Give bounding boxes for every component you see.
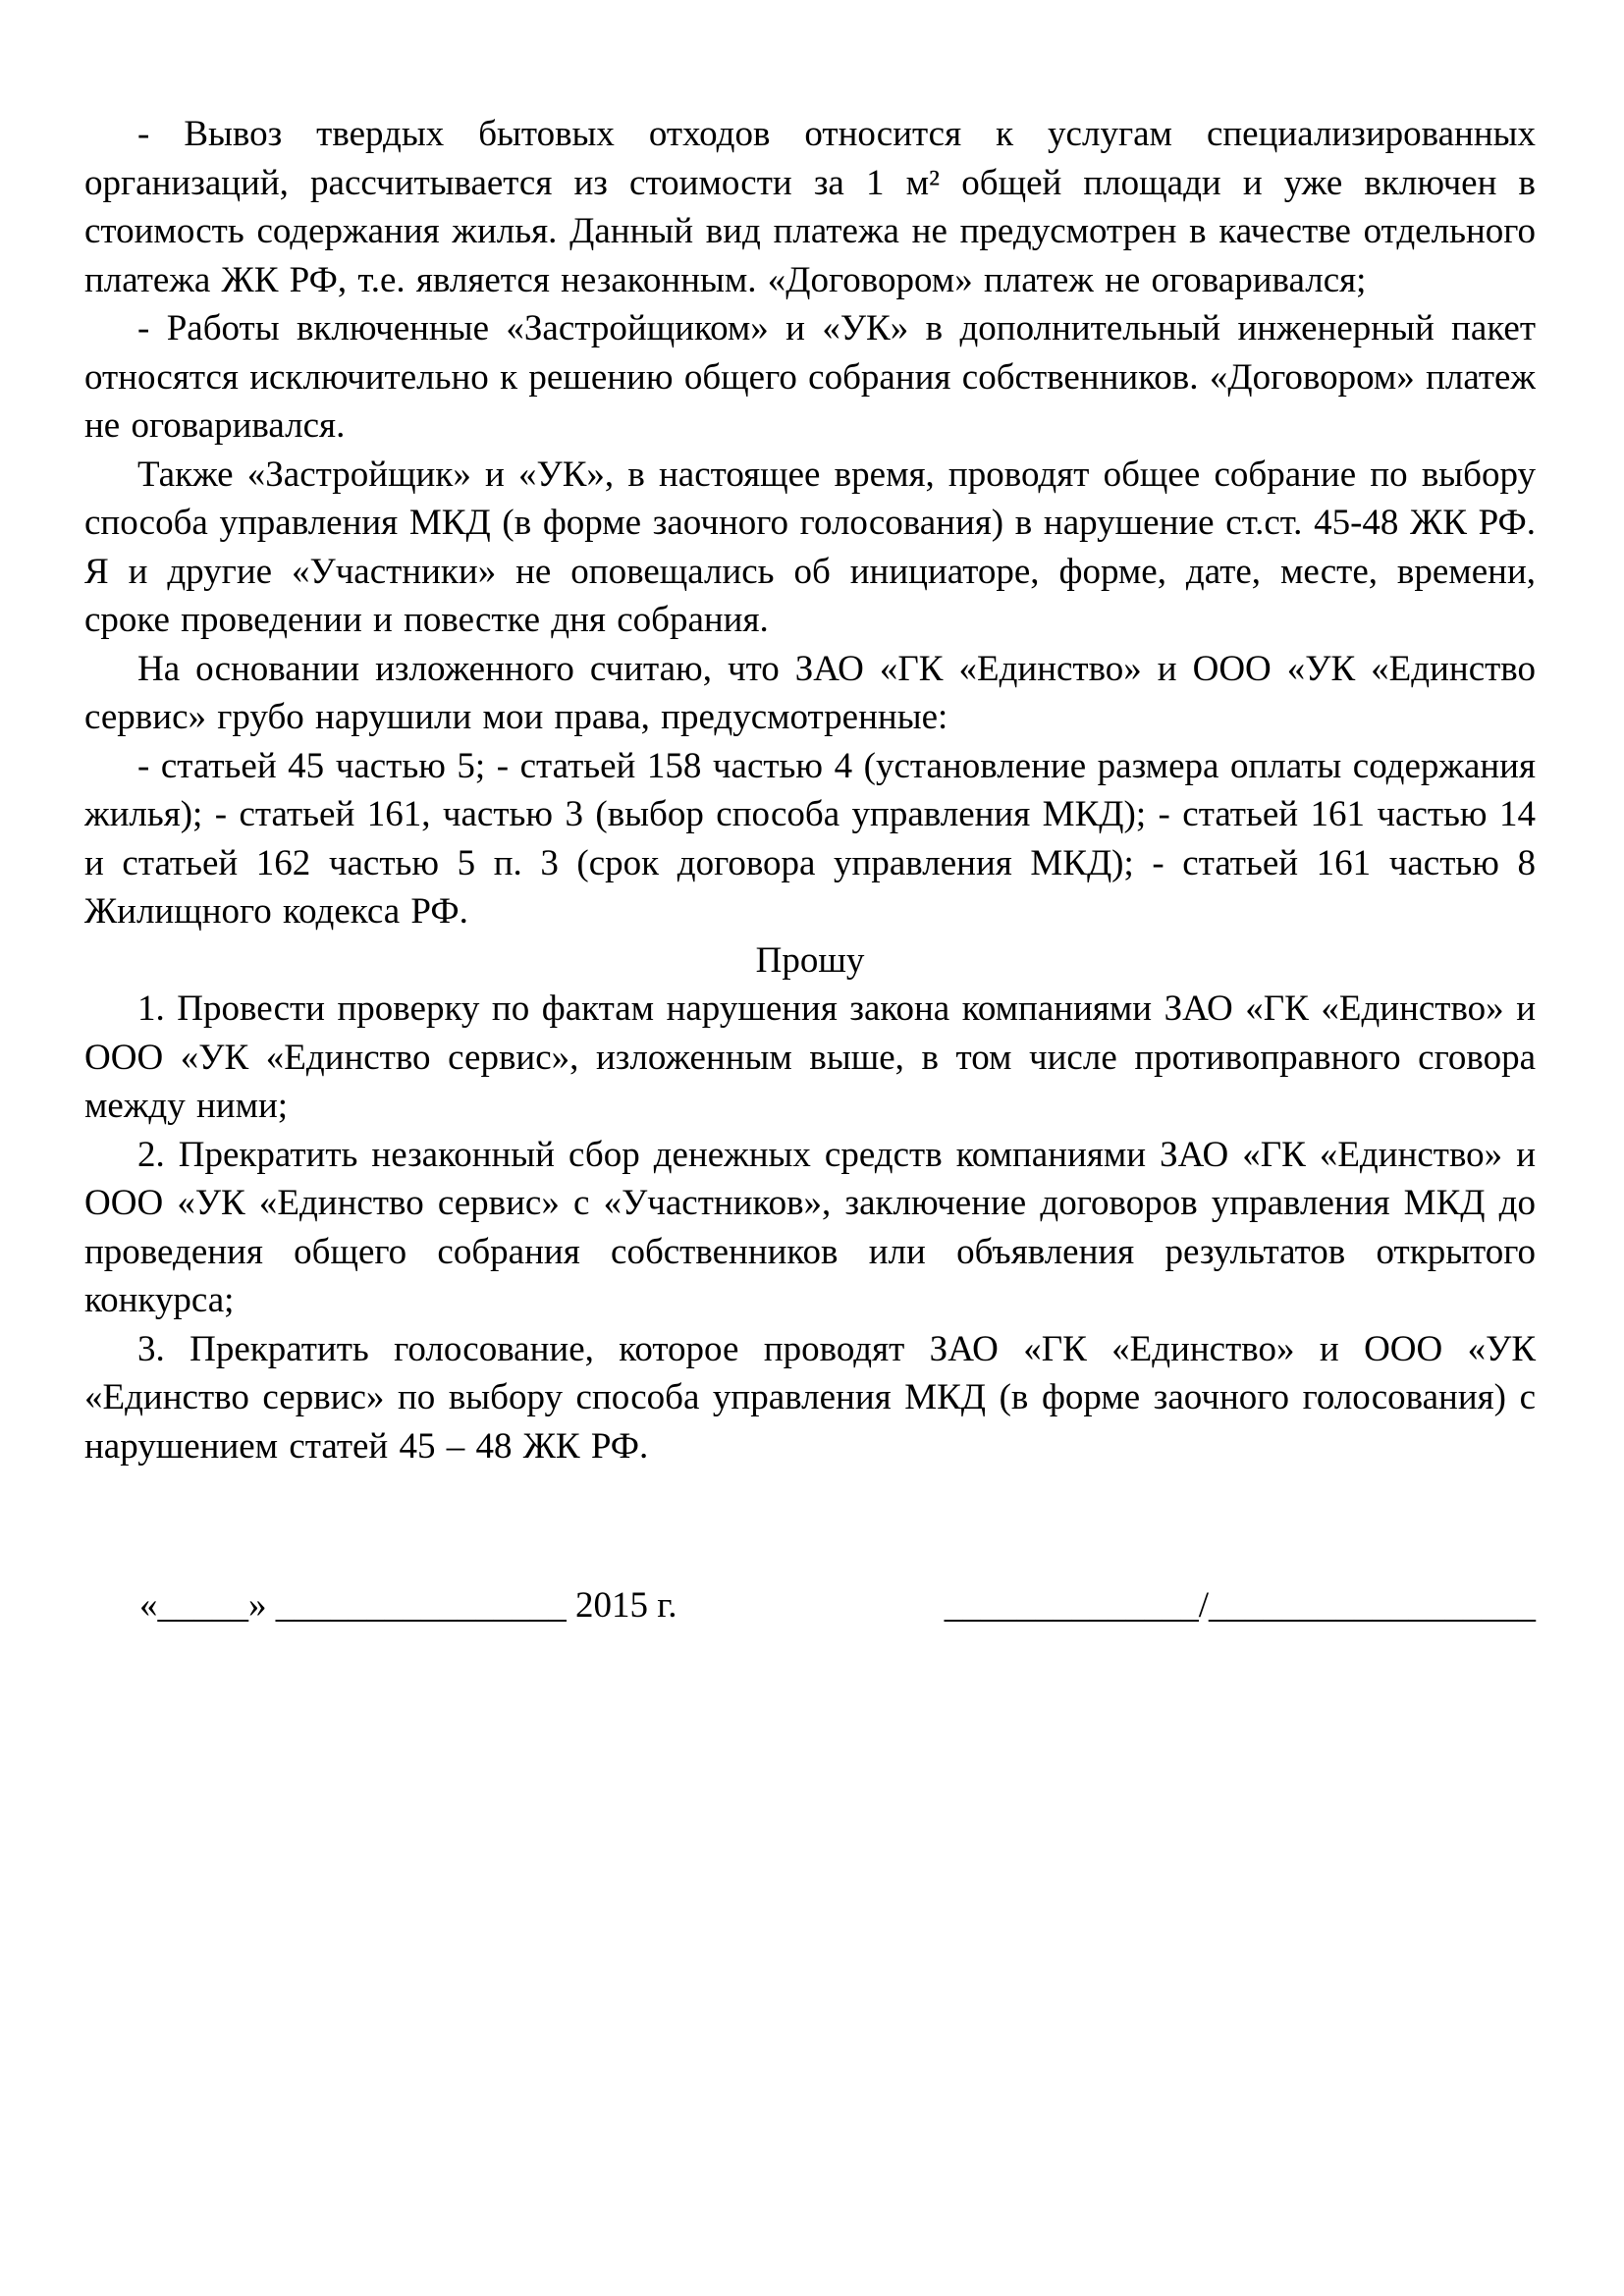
signature-date-blank: «_____» ________________ 2015 г. <box>139 1585 677 1626</box>
paragraph-rights-violated: На основании изложенного считаю, что ЗАО «ГК «Единство» и ООО «УК «Единство сервис» грубо нарушили мои права, предусмотренные: <box>84 648 1536 737</box>
paragraph-engineering-package: - Работы включенные «Застройщиком» и «УК» в дополнительный инженерный пакет относятся исключительно к решению общего собрания собственников. «Договором» платеж не оговаривался. <box>84 308 1536 446</box>
request-item-3: 3. Прекратить голосование, которое проводят ЗАО «ГК «Единство» и ООО «УК «Единство сервис» по выбору способа управления МКД (в форме заочного голосования) с нарушением статей 45 – 48 ЖК РФ. <box>84 1328 1536 1467</box>
paragraph-voting-violation: Также «Застройщик» и «УК», в настоящее время, проводят общее собрание по выбору способа управления МКД (в форме заочного голосования) в нарушение ст.ст. 45-48 ЖК РФ. Я и другие «Участники» не оповещались об инициаторе, форме, дате, месте, времени, сроке проведении и повестке дня собрания. <box>84 454 1536 640</box>
paragraph-waste-removal: - Вывоз твердых бытовых отходов относится к услугам специализированных организаций, рассчитывается из стоимости за 1 м² общей площади и уже включен в стоимость содержания жилья. Данный вид платежа не предусмотрен в качестве отдельного платежа ЖК РФ, т.е. является незаконным. «Договором» платеж не оговаривался; <box>84 114 1536 300</box>
signature-name-blank: ______________/__________________ <box>944 1585 1536 1626</box>
paragraph-cited-articles: - статьей 45 частью 5; - статьей 158 частью 4 (установление размера оплаты содержания жилья); - статьей 161, частью 3 (выбор способа управления МКД); - статьей 161 частью 14 и статьей 162 частью 5 п. 3 (срок договора управления МКД); - статьей 161 частью 8 Жилищного кодекса РФ. <box>84 745 1536 932</box>
signature-row <box>84 1581 1536 1630</box>
request-section-heading: Прошу <box>755 939 865 981</box>
request-item-2: 2. Прекратить незаконный сбор денежных средств компаниями ЗАО «ГК «Единство» и ООО «УК «Единство сервис» с «Участников», заключение договоров управления МКД до проведения общего собрания собственников или объявления результатов открытого конкурса; <box>84 1134 1536 1320</box>
request-item-1: 1. Провести проверку по фактам нарушения закона компаниями ЗАО «ГК «Единство» и ООО «УК «Единство сервис», изложенным выше, в том числе противоправного сговора между ними; <box>84 988 1536 1126</box>
